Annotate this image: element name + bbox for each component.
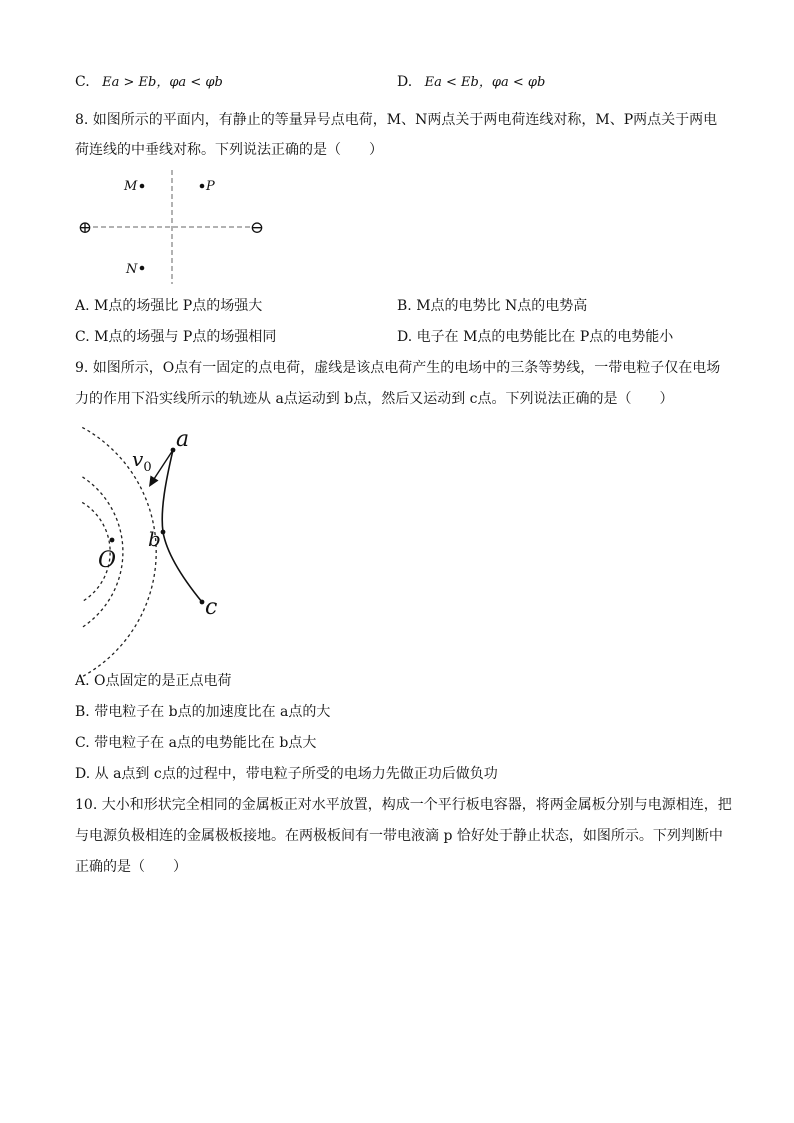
q8-label-p: P — [206, 179, 215, 194]
q7-option-d-label: D. — [397, 74, 413, 90]
q8-label-n: N — [126, 262, 138, 277]
q9-option-c: C. 带电粒子在 a点的电势能比在 b点大 — [75, 735, 317, 751]
q10-stem-line3: 正确的是（ ） — [75, 859, 187, 875]
q9-label-o: O — [98, 548, 117, 573]
q9-point-c — [200, 600, 205, 605]
q8-label-m: M — [124, 179, 138, 194]
q9-label-a: a — [176, 427, 190, 452]
q8-point-p — [200, 184, 205, 189]
q7-option-c — [75, 72, 223, 93]
q8-figure — [70, 168, 280, 288]
q8-point-m — [140, 184, 145, 189]
q7-option-d — [397, 72, 545, 93]
q9-point-a — [171, 448, 176, 453]
q7-option-d-expr: Ea < Eb，φa < φb — [424, 75, 546, 90]
q10-stem-line2: 与电源负极相连的金属极板接地。在两极板间有一带电液滴 p 恰好处于静止状态，如图所示。下列判断中 — [75, 828, 723, 844]
q8-stem-line1: 8. 如图所示的平面内，有静止的等量异号点电荷，M、N两点关于两电荷连线对称，M、P两点关于两电 — [75, 112, 718, 128]
q10-stem-line1: 10. 大小和形状完全相同的金属板正对水平放置，构成一个平行板电容器，将两金属板分别与电源相连，把 — [75, 797, 732, 813]
q9-label-v0 — [132, 447, 152, 475]
q8-option-b: B. M点的电势比 N点的电势高 — [397, 298, 588, 314]
q7-option-c-label: C. — [75, 74, 90, 90]
q7-option-c-expr: Ea > Eb，φa < φb — [102, 75, 223, 90]
q9-point-o — [110, 538, 115, 543]
q9-stem-line1: 9. 如图所示，O点有一固定的点电荷，虚线是该点电荷产生的电场中的三条等势线，一带电粒子仅在电场 — [75, 360, 721, 376]
q8-stem-line2: 荷连线的中垂线对称。下列说法正确的是（ ） — [75, 142, 383, 158]
q9-option-d: D. 从 a点到 c点的过程中，带电粒子所受的电场力先做正功后做负功 — [75, 766, 498, 782]
q9-label-v: v — [132, 447, 144, 471]
q9-label-c: c — [205, 595, 218, 620]
q9-figure — [80, 420, 240, 660]
q9-option-b: B. 带电粒子在 b点的加速度比在 a点的大 — [75, 704, 331, 720]
q8-option-c: C. M点的场强与 P点的场强相同 — [75, 329, 277, 345]
q8-negative-charge: ⊖ — [249, 218, 265, 238]
q8-option-d: D. 电子在 M点的电势能比在 P点的电势能小 — [397, 329, 674, 345]
q8-positive-charge: ⊕ — [77, 218, 93, 238]
q9-point-b — [161, 530, 166, 535]
q9-trajectory — [162, 450, 202, 602]
q9-velocity-arrowhead — [149, 476, 159, 488]
q8-option-a: A. M点的场强比 P点的场强大 — [75, 298, 263, 314]
q9-label-v-subscript: 0 — [143, 460, 152, 475]
q9-option-a: A. O点固定的是正点电荷 — [75, 673, 232, 689]
q8-point-n — [140, 266, 145, 271]
q9-label-b: b — [148, 527, 161, 551]
q9-stem-line2: 力的作用下沿实线所示的轨迹从 a点运动到 b点，然后又运动到 c点。下列说法正确的是（ ） — [75, 391, 674, 407]
